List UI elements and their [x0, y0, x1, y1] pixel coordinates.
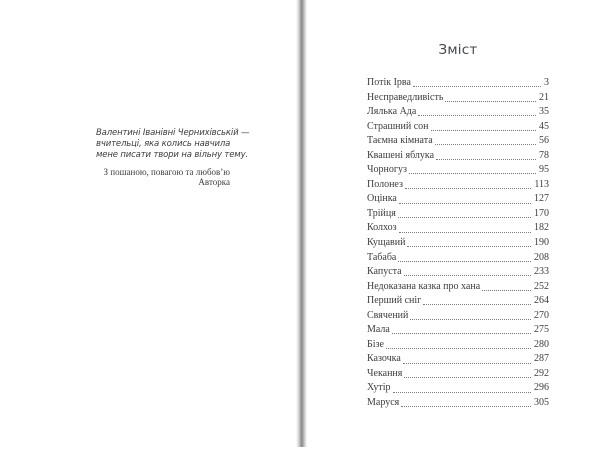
toc-leader-dots: [482, 280, 531, 291]
toc-entry-page: 190: [534, 237, 549, 249]
left-page: [0, 0, 296, 449]
toc-entry-row[interactable]: [367, 352, 549, 367]
toc-entry-row[interactable]: [367, 91, 549, 106]
toc-entry-title: Бізе: [367, 338, 384, 350]
toc-leader-dots: [431, 120, 536, 131]
toc-entry-row[interactable]: [367, 323, 549, 338]
toc-entry-page: 95: [539, 164, 549, 176]
toc-entry-page: 252: [534, 280, 549, 292]
toc-leader-dots: [404, 265, 531, 276]
dedication-line: вчительці, яка колись навчила: [96, 138, 231, 149]
toc-entry-title: Кущавий: [367, 237, 406, 249]
toc-leader-dots: [445, 91, 536, 102]
toc-entry-page: 287: [534, 353, 549, 365]
toc-entry-row[interactable]: [367, 381, 549, 396]
toc-entry-page: 127: [534, 193, 549, 205]
toc-entry-row[interactable]: [367, 134, 549, 149]
toc-leader-dots: [386, 338, 531, 349]
toc-leader-dots: [403, 352, 531, 363]
toc-entry-page: 21: [539, 91, 549, 103]
toc-entry-row[interactable]: [367, 251, 549, 266]
toc-entry-title: Недоказана казка про хана: [367, 280, 481, 292]
toc-entry-page: 296: [534, 382, 549, 394]
dedication-line: Валентині Іванівні Чернихівській —: [96, 128, 250, 138]
toc-entry-row[interactable]: [367, 280, 549, 295]
toc-leader-dots: [393, 381, 532, 392]
toc-entry-row[interactable]: [367, 120, 549, 135]
toc-leader-dots: [392, 323, 531, 334]
toc-leader-dots: [398, 251, 531, 262]
toc-entry-row[interactable]: [367, 221, 549, 236]
toc-leader-dots: [399, 221, 531, 232]
toc-entry-title: Трійця: [367, 207, 396, 219]
toc-leader-dots: [409, 163, 536, 174]
toc-leader-dots: [401, 396, 531, 407]
toc-entry-page: 35: [539, 106, 549, 118]
toc-entry-page: 113: [534, 178, 549, 190]
toc-entry-page: 170: [534, 207, 549, 219]
toc-entry-title: Хутір: [367, 382, 391, 394]
toc-leader-dots: [399, 192, 531, 203]
toc-entry-page: 45: [539, 120, 549, 132]
toc-entry-title: Таємна кімната: [367, 135, 433, 147]
toc-entry-title: Чорногуз: [367, 164, 407, 176]
toc-entry-page: 78: [539, 149, 549, 161]
toc-entry-title: Колхоз: [367, 222, 397, 234]
toc-entry-title: Капуста: [367, 266, 402, 278]
toc-entry-row[interactable]: [367, 338, 549, 353]
toc-entry-page: 3: [544, 77, 549, 88]
toc-entry-page: 292: [534, 367, 549, 379]
toc-entry-title: Несправедливість: [367, 91, 444, 103]
toc-list: [367, 76, 549, 411]
toc-entry-row[interactable]: [367, 236, 549, 251]
toc-entry-page: 270: [534, 309, 549, 321]
toc-leader-dots: [398, 207, 531, 218]
toc-title: Зміст: [438, 42, 478, 58]
table-of-contents: [367, 42, 549, 411]
toc-leader-dots: [410, 309, 531, 320]
toc-leader-dots: [436, 149, 536, 160]
toc-entry-row[interactable]: [367, 309, 549, 324]
toc-entry-page: 305: [534, 397, 549, 409]
toc-entry-row[interactable]: [367, 76, 549, 91]
dedication-block: [96, 128, 248, 188]
toc-entry-row[interactable]: [367, 207, 549, 222]
toc-leader-dots: [423, 294, 531, 305]
toc-entry-title: Чекання: [367, 367, 403, 379]
toc-entry-row[interactable]: [367, 396, 549, 411]
toc-entry-title: Квашені яблука: [367, 149, 435, 161]
toc-entry-row[interactable]: [367, 192, 549, 207]
right-page: [307, 0, 600, 449]
toc-entry-title: Полонез: [367, 178, 403, 190]
toc-entry-row[interactable]: [367, 367, 549, 382]
signature-author: Авторка: [198, 176, 230, 187]
toc-leader-dots: [407, 236, 531, 247]
toc-entry-title: Лялька Ада: [367, 106, 417, 118]
toc-entry-title: Оцінка: [367, 193, 397, 205]
toc-entry-title: Потік Ірва: [367, 77, 411, 88]
toc-leader-dots: [418, 105, 536, 116]
toc-entry-page: 264: [534, 295, 549, 307]
toc-entry-title: Мала: [367, 324, 390, 336]
toc-entry-page: 233: [534, 266, 549, 278]
toc-entry-title: Страшний сон: [367, 120, 429, 132]
toc-entry-page: 182: [534, 222, 549, 234]
book-spine: [296, 0, 307, 447]
toc-leader-dots: [405, 178, 531, 189]
toc-entry-row[interactable]: [367, 163, 549, 178]
signature-line: З пошаною, повагою та любов’ю: [103, 167, 230, 178]
toc-entry-title: Маруся: [367, 397, 400, 409]
toc-entry-row[interactable]: [367, 265, 549, 280]
toc-entry-title: Перший сніг: [367, 295, 422, 307]
dedication-line: мене писати твори на вільну тему.: [96, 149, 249, 160]
toc-entry-title: Казочка: [367, 353, 401, 365]
toc-entry-page: 280: [534, 338, 549, 350]
toc-entry-row[interactable]: [367, 294, 549, 309]
toc-leader-dots: [435, 134, 536, 145]
toc-leader-dots: [413, 76, 541, 87]
dedication-signature: [96, 168, 230, 187]
toc-entry-page: 208: [534, 251, 549, 263]
toc-entry-page: 56: [539, 135, 549, 147]
toc-entry-row[interactable]: [367, 178, 549, 193]
toc-entry-row[interactable]: [367, 105, 549, 120]
toc-leader-dots: [404, 367, 531, 378]
toc-entry-row[interactable]: [367, 149, 549, 164]
toc-entry-page: 275: [534, 324, 549, 336]
toc-entry-title: Свячений: [367, 309, 409, 321]
toc-entry-title: Табаба: [367, 251, 397, 263]
